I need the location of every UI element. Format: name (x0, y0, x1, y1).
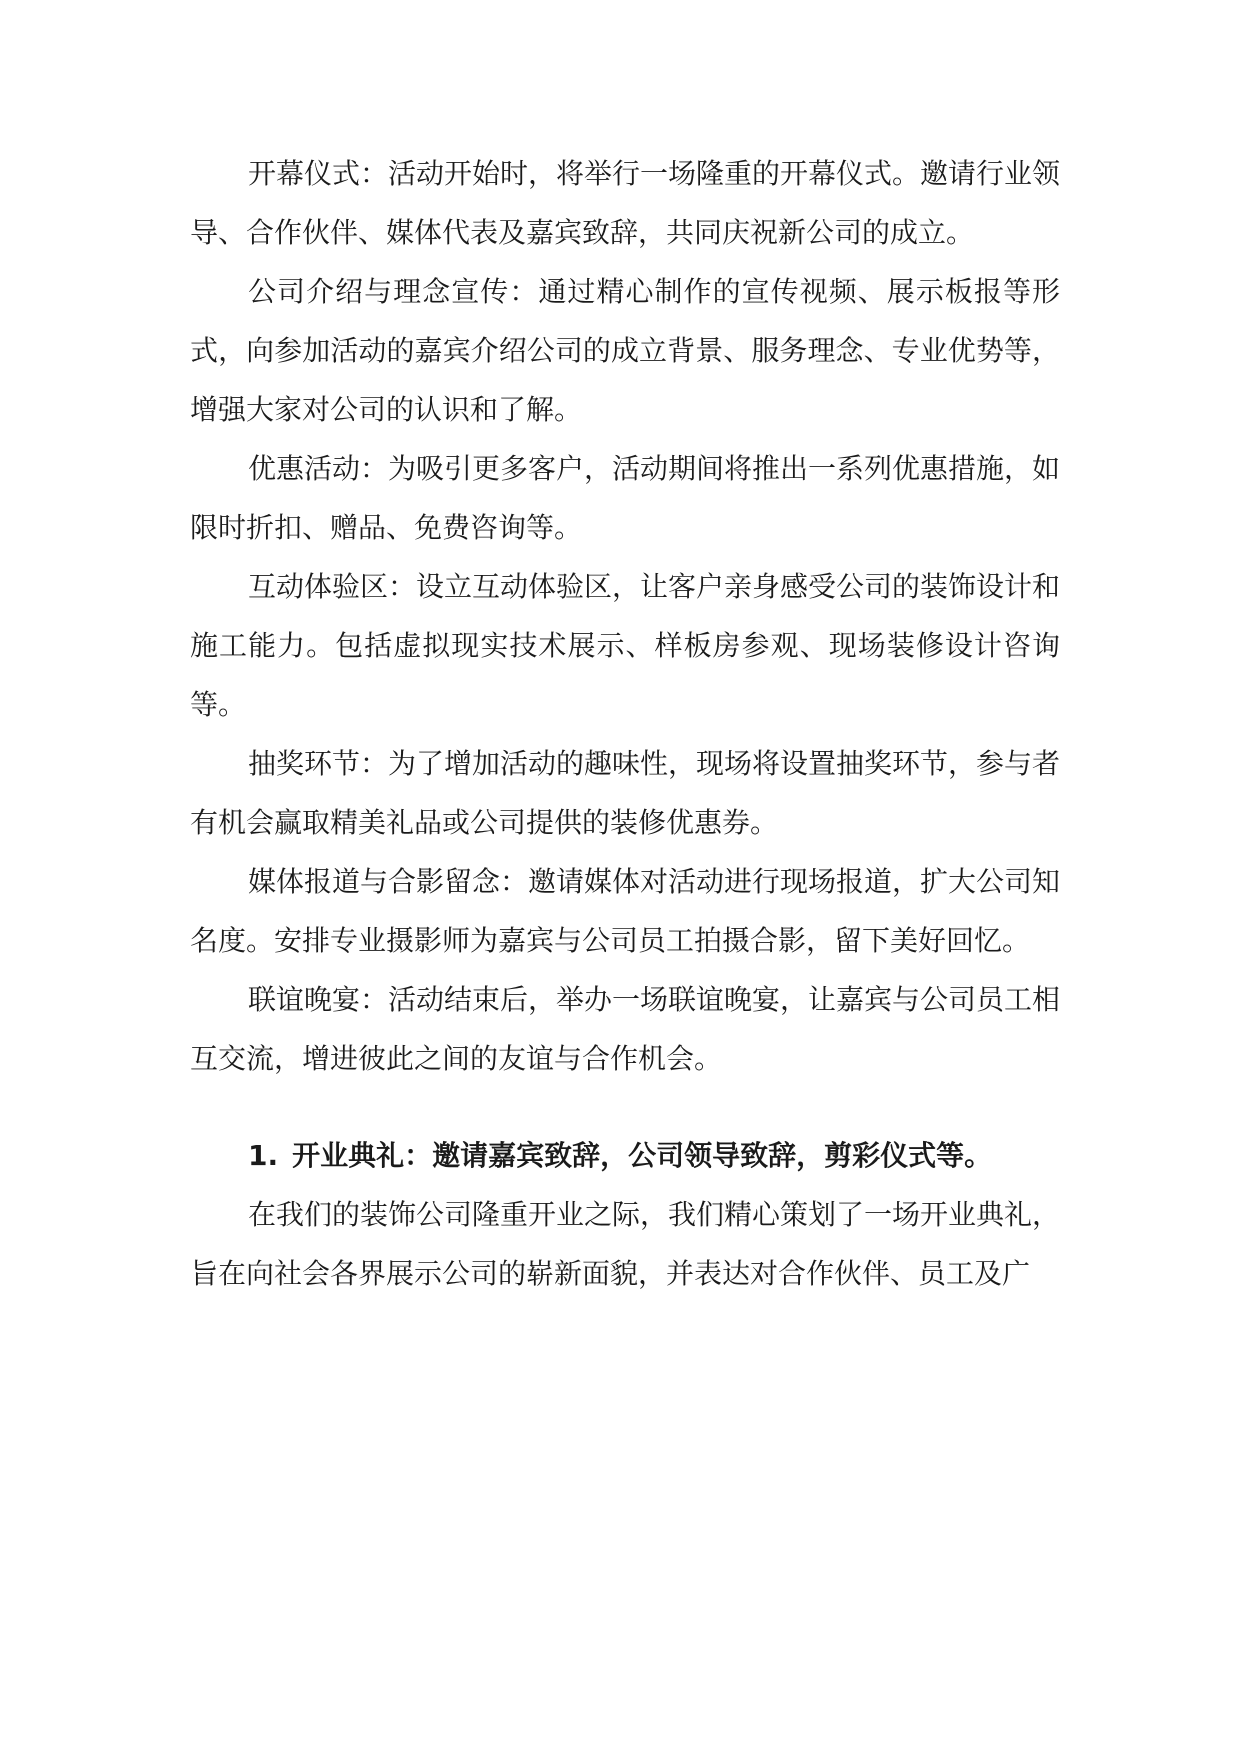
section-heading (190, 1126, 1060, 1185)
paragraph-media-photos: 媒体报道与合影留念：邀请媒体对活动进行现场报道，扩大公司知名度。安排专业摄影师为嘉宾与公司员工拍摄合影，留下美好回忆。 (190, 865, 1061, 957)
paragraph-interactive-experience: 互动体验区：设立互动体验区，让客户亲身感受公司的装饰设计和施工能力。包括虚拟现实技术展示、样板房参观、现场装修设计咨询等。 (190, 570, 1061, 721)
paragraph-opening-ceremony: 开幕仪式：活动开始时，将举行一场隆重的开幕仪式。邀请行业领导、合作伙伴、媒体代表及嘉宾致辞，共同庆祝新公司的成立。 (190, 157, 1061, 249)
paragraph-company-introduction: 公司介绍与理念宣传：通过精心制作的宣传视频、展示板报等形式，向参加活动的嘉宾介绍公司的成立背景、服务理念、专业优势等，增强大家对公司的认识和了解。 (190, 275, 1060, 426)
paragraph-banquet: 联谊晚宴：活动结束后，举办一场联谊晚宴，让嘉宾与公司员工相互交流，增进彼此之间的友谊与合作机会。 (190, 983, 1061, 1075)
document-body (190, 144, 1060, 1303)
paragraph-grand-opening-intro: 在我们的装饰公司隆重开业之际，我们精心策划了一场开业典礼，旨在向社会各界展示公司的崭新面貌，并表达对合作伙伴、员工及广 (190, 1198, 1061, 1290)
section-heading-number: 1. (248, 1139, 279, 1172)
section-heading-text: 开业典礼：邀请嘉宾致辞，公司领导致辞，剪彩仪式等。 (292, 1139, 993, 1172)
paragraph-promotions: 优惠活动：为吸引更多客户，活动期间将推出一系列优惠措施，如限时折扣、赠品、免费咨询等。 (190, 452, 1061, 544)
paragraph-lottery: 抽奖环节：为了增加活动的趣味性，现场将设置抽奖环节，参与者有机会赢取精美礼品或公司提供的装修优惠券。 (190, 747, 1061, 839)
